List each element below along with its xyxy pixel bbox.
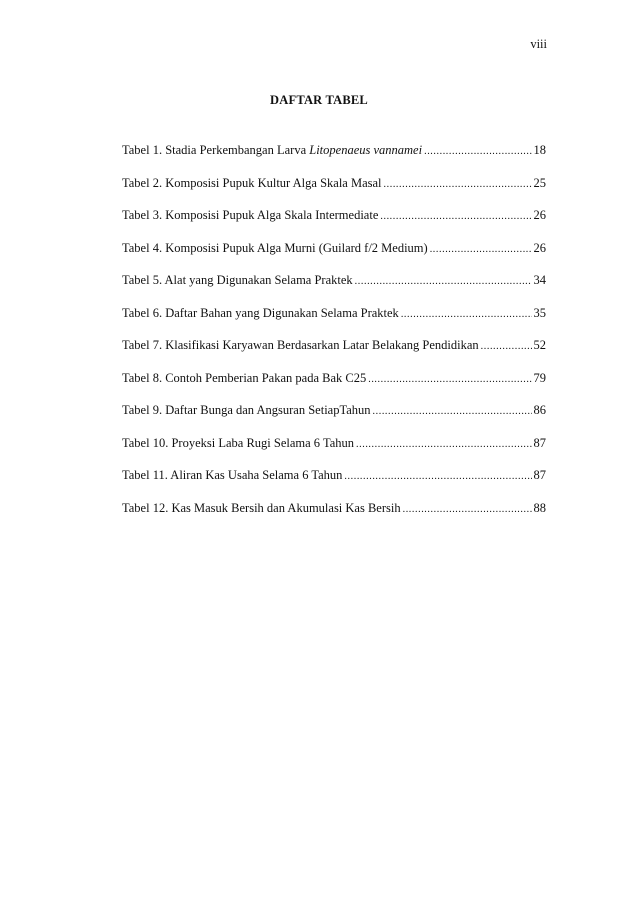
toc-entry[interactable] (122, 176, 546, 209)
toc-entry[interactable] (122, 273, 546, 306)
toc-entry-title: Tabel 2. Komposisi Pupuk Kultur Alga Skala Masal (122, 175, 382, 190)
table-of-tables (122, 143, 546, 533)
toc-entry-title: Tabel 6. Daftar Bahan yang Digunakan Selama Praktek (122, 305, 399, 320)
toc-entry[interactable] (122, 306, 546, 339)
toc-entry-page: 87 (533, 468, 546, 482)
toc-entry-page: 88 (533, 500, 546, 515)
dot-leader (481, 341, 532, 352)
toc-entry-title: Tabel 8. Contoh Pemberian Pakan pada Bak C25 (122, 370, 367, 385)
toc-entry-page: 86 (533, 403, 546, 417)
toc-entry[interactable] (122, 208, 546, 241)
dot-leader (401, 309, 532, 320)
dot-leader (368, 374, 531, 385)
dot-leader (355, 276, 532, 287)
toc-entry-page: 52 (533, 338, 546, 352)
toc-entry-title-text: Tabel 1. Stadia Perkembangan Larva (122, 143, 310, 157)
dot-leader (380, 211, 531, 222)
toc-entry-page: 25 (533, 175, 546, 190)
toc-entry-title (122, 143, 422, 158)
toc-entry[interactable] (122, 468, 546, 501)
toc-entry[interactable] (122, 371, 546, 404)
dot-leader (430, 244, 532, 255)
toc-entry[interactable] (122, 501, 546, 534)
dot-leader (424, 146, 531, 157)
dot-leader (403, 504, 532, 515)
dot-leader (373, 406, 532, 417)
dot-leader (356, 439, 531, 450)
toc-entry[interactable] (122, 241, 546, 274)
toc-entry-title: Tabel 3. Komposisi Pupuk Alga Skala Intermediate (122, 208, 379, 222)
toc-entry-title: Tabel 5. Alat yang Digunakan Selama Praktek (122, 273, 353, 287)
toc-entry-title: Tabel 9. Daftar Bunga dan Angsuran SetiapTahun (122, 403, 371, 417)
dot-leader (344, 471, 531, 482)
toc-entry-title: Tabel 12. Kas Masuk Bersih dan Akumulasi Kas Bersih (122, 500, 401, 515)
toc-entry[interactable] (122, 338, 546, 371)
toc-entry[interactable] (122, 143, 546, 176)
page-number: viii (530, 37, 547, 51)
toc-entry-page: 87 (533, 435, 546, 450)
toc-entry-page: 79 (533, 370, 546, 385)
toc-entry-page: 26 (533, 208, 546, 222)
toc-entry-page: 35 (533, 305, 546, 320)
dot-leader (384, 179, 532, 190)
toc-entry-title: Tabel 10. Proyeksi Laba Rugi Selama 6 Tahun (122, 435, 355, 450)
toc-entry-page: 26 (533, 240, 546, 255)
page-title: DAFTAR TABEL (270, 93, 368, 107)
toc-entry[interactable] (122, 436, 546, 469)
toc-entry[interactable] (122, 403, 546, 436)
toc-entry-title: Tabel 11. Aliran Kas Usaha Selama 6 Tahun (122, 468, 343, 482)
toc-entry-title: Tabel 4. Komposisi Pupuk Alga Murni (Guilard f/2 Medium) (122, 240, 428, 255)
toc-entry-page: 34 (533, 273, 546, 287)
toc-entry-title-italic: Litopenaeus vannamei (309, 143, 423, 157)
toc-entry-title: Tabel 7. Klasifikasi Karyawan Berdasarkan Latar Belakang Pendidikan (122, 338, 479, 352)
toc-entry-page: 18 (533, 143, 546, 157)
